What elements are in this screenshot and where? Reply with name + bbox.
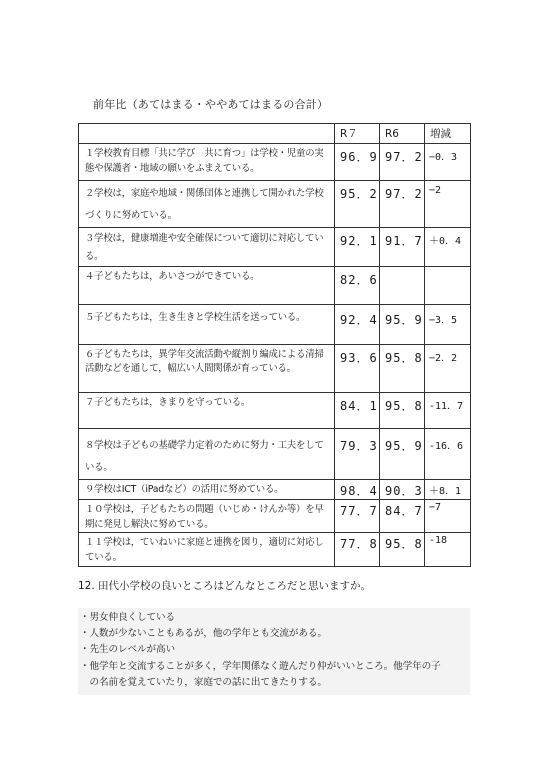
page-title: 前年比（あてはまる・ややあてはまるの合計） bbox=[93, 98, 329, 111]
table-row bbox=[79, 393, 471, 429]
row-item: ９学校はICT（iPadなど）の活用に努めている。 bbox=[79, 480, 335, 500]
row-r6: 95．9 bbox=[380, 305, 425, 345]
row-item: ４子どもたちは，あいさつができている。 bbox=[79, 267, 335, 305]
table-row bbox=[79, 533, 471, 567]
row-r6: 91．7 bbox=[380, 228, 425, 267]
row-r6: 84．7 bbox=[380, 500, 425, 533]
table-row bbox=[79, 267, 471, 305]
row-r6: 97．2 bbox=[380, 181, 425, 228]
row-item: ５子どもたちは，生き生きと学校生活を送っている。 bbox=[79, 305, 335, 345]
row-item: ２学校は，家庭や地域・関係団体と連携して開かれた学校づくりに努めている。 bbox=[79, 181, 335, 228]
row-item: ３学校は，健康増進や安全確保について適切に対応している。 bbox=[79, 228, 335, 267]
answer-line: ・先生のレベルが高い bbox=[80, 644, 175, 656]
row-r6: 95．8 bbox=[380, 533, 425, 567]
row-change: −2．2 bbox=[425, 345, 471, 393]
table-row bbox=[79, 305, 471, 345]
question-12: 12. 田代小学校の良いところはどんなところだと思いますか。 bbox=[78, 580, 372, 592]
row-r6 bbox=[380, 267, 425, 305]
row-r7: 77．8 bbox=[335, 533, 380, 567]
row-change: -11．7 bbox=[425, 393, 471, 429]
row-r6: 95．8 bbox=[380, 345, 425, 393]
table-row bbox=[79, 480, 471, 500]
row-r7: 92．1 bbox=[335, 228, 380, 267]
row-item: ７子どもたちは，きまりを守っている。 bbox=[79, 393, 335, 429]
row-item: ６子どもたちは，異学年交流活動や縦割り編成による清掃活動などを通して，幅広い人間関係が育っている。 bbox=[79, 345, 335, 393]
row-r6: 90．3 bbox=[380, 480, 425, 500]
header-r6: R6 bbox=[380, 124, 425, 144]
answer-line: ・男女仲良くしている bbox=[80, 612, 175, 623]
table-row bbox=[79, 228, 471, 267]
table-header-row bbox=[79, 124, 471, 144]
row-change: −7 bbox=[425, 500, 471, 533]
row-r7: 77．7 bbox=[335, 500, 380, 533]
header-change: 増減 bbox=[425, 124, 471, 144]
table-row bbox=[79, 345, 471, 393]
row-item: １１学校は，ていねいに家庭と連携を図り，適切に対応している。 bbox=[79, 533, 335, 567]
row-r7: 96．9 bbox=[335, 144, 380, 181]
row-r6: 95．9 bbox=[380, 429, 425, 480]
row-r7: 95．2 bbox=[335, 181, 380, 228]
row-r7: 92．4 bbox=[335, 305, 380, 345]
row-r7: 98．4 bbox=[335, 480, 380, 500]
answer-line: の名前を覚えていたり，家庭での話に出てきたりする。 bbox=[80, 676, 327, 688]
row-r7: 93．6 bbox=[335, 345, 380, 393]
row-item: １０学校は，子どもたちの問題（いじめ・けんか等）を早期に発見し解決に努めている。 bbox=[79, 500, 335, 533]
row-change: -18 bbox=[425, 533, 471, 567]
row-r6: 97．2 bbox=[380, 144, 425, 181]
row-r6: 95．8 bbox=[380, 393, 425, 429]
table-row bbox=[79, 500, 471, 533]
row-change: -16．6 bbox=[425, 429, 471, 480]
survey-table bbox=[78, 123, 471, 567]
row-item: ８学校は子どもの基礎学力定着のために努力・工夫をしている。 bbox=[79, 429, 335, 480]
row-change: −3．5 bbox=[425, 305, 471, 345]
row-r7: 82．6 bbox=[335, 267, 380, 305]
table-row bbox=[79, 144, 471, 181]
row-change: ＋8．1 bbox=[425, 480, 471, 500]
header-item bbox=[79, 124, 335, 144]
answer-line: ・他学年と交流することが多く，学年関係なく遊んだり仲がいいところ。他学年の子 bbox=[80, 660, 441, 672]
table-row bbox=[79, 429, 471, 480]
answers-box bbox=[78, 608, 470, 695]
row-r7: 79．3 bbox=[335, 429, 380, 480]
answer-line: ・人数が少ないこともあるが，他の学年とも交流がある。 bbox=[80, 628, 327, 640]
row-change bbox=[425, 267, 471, 305]
header-r7: R７ bbox=[335, 124, 380, 144]
row-change: −0．3 bbox=[425, 144, 471, 181]
row-change: ＋0．4 bbox=[425, 228, 471, 267]
row-r7: 84．1 bbox=[335, 393, 380, 429]
row-item: １学校教育目標「共に学び 共に育つ」は学校・児童の実態や保護者・地域の願いをふまえている。 bbox=[79, 144, 335, 181]
row-change: −2 bbox=[425, 181, 471, 228]
table-row bbox=[79, 181, 471, 228]
